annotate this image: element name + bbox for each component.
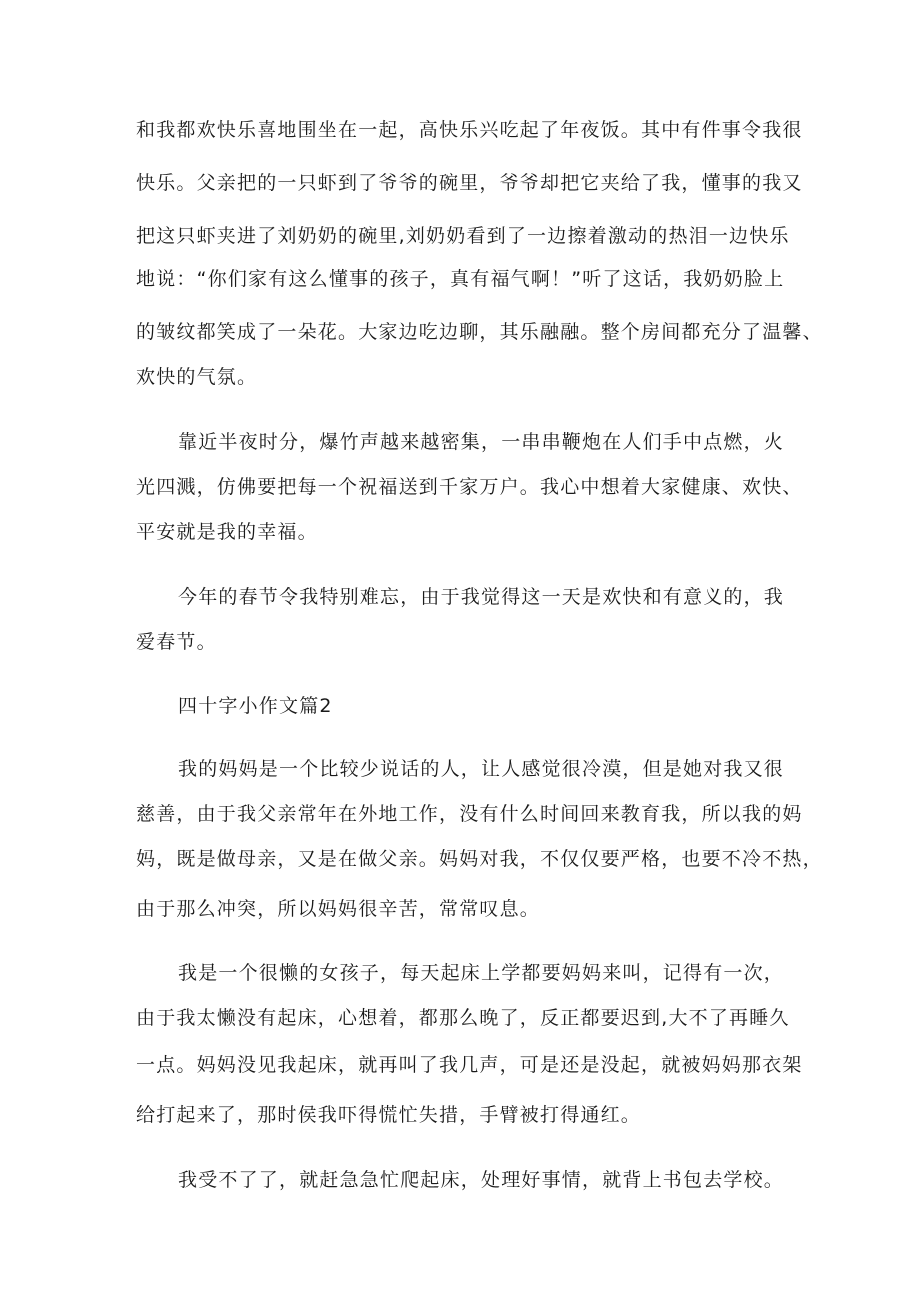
paragraph-4-line-1: 我的妈妈是一个比较少说话的人，让人感觉很冷漠，但是她对我又很 — [178, 758, 785, 780]
paragraph-1-line-3: 把这只虾夹进了刘奶奶的碗里,刘奶奶看到了一边擦着激动的热泪一边快乐 — [136, 225, 790, 247]
paragraph-1-line-4: 地说：“你们家有这么懂事的孩子，真有福气啊！”听了这话，我奶奶脸上 — [136, 268, 785, 290]
paragraph-5-line-2: 由于我太懒没有起床，心想着，都那么晚了，反正都要迟到,大不了再睡久 — [136, 1007, 790, 1029]
section-heading: 四十字小作文篇2 — [178, 695, 333, 717]
paragraph-3-line-1: 今年的春节令我特别难忘，由于我觉得这一天是欢快和有意义的，我 — [178, 586, 785, 608]
paragraph-1-line-2: 快乐。父亲把的一只虾到了爷爷的碗里，爷爷却把它夹给了我，懂事的我又 — [136, 172, 803, 194]
paragraph-2-line-3: 平安就是我的幸福。 — [136, 521, 318, 543]
paragraph-1-line-5: 的皱纹都笑成了一朵花。大家边吃边聊，其乐融融。整个房间都充分了温馨、 — [136, 321, 823, 343]
paragraph-5-line-4: 给打起来了，那时侯我吓得慌忙失措，手臂被打得通红。 — [136, 1104, 642, 1126]
paragraph-4-line-4: 由于那么冲突，所以妈妈很辛苦，常常叹息。 — [136, 898, 541, 920]
paragraph-2-line-2: 光四溅，仿佛要把每一个祝福送到千家万户。我心中想着大家健康、欢快、 — [136, 476, 803, 498]
paragraph-3-line-2: 爱春节。 — [136, 631, 217, 653]
paragraph-4-line-2: 慈善，由于我父亲常年在外地工作，没有什么时间回来教育我，所以我的妈 — [136, 803, 803, 825]
paragraph-5-line-1: 我是一个很懒的女孩子，每天起床上学都要妈妈来叫，记得有一次， — [178, 962, 785, 984]
paragraph-6-line-1: 我受不了了，就赶急急忙爬起床，处理好事情，就背上书包去学校。 — [178, 1169, 785, 1191]
paragraph-2-line-1: 靠近半夜时分，爆竹声越来越密集，一串串鞭炮在人们手中点燃，火 — [178, 431, 785, 453]
paragraph-1-line-6: 欢快的气氛。 — [136, 366, 258, 388]
paragraph-5-line-3: 一点。妈妈没见我起床，就再叫了我几声，可是还是没起，就被妈妈那衣架 — [136, 1054, 803, 1076]
paragraph-4-line-3: 妈，既是做母亲，又是在做父亲。妈妈对我，不仅仅要严格，也要不冷不热， — [136, 848, 823, 870]
paragraph-1-line-1: 和我都欢快乐喜地围坐在一起，高快乐兴吃起了年夜饭。其中有件事令我很 — [136, 119, 803, 141]
